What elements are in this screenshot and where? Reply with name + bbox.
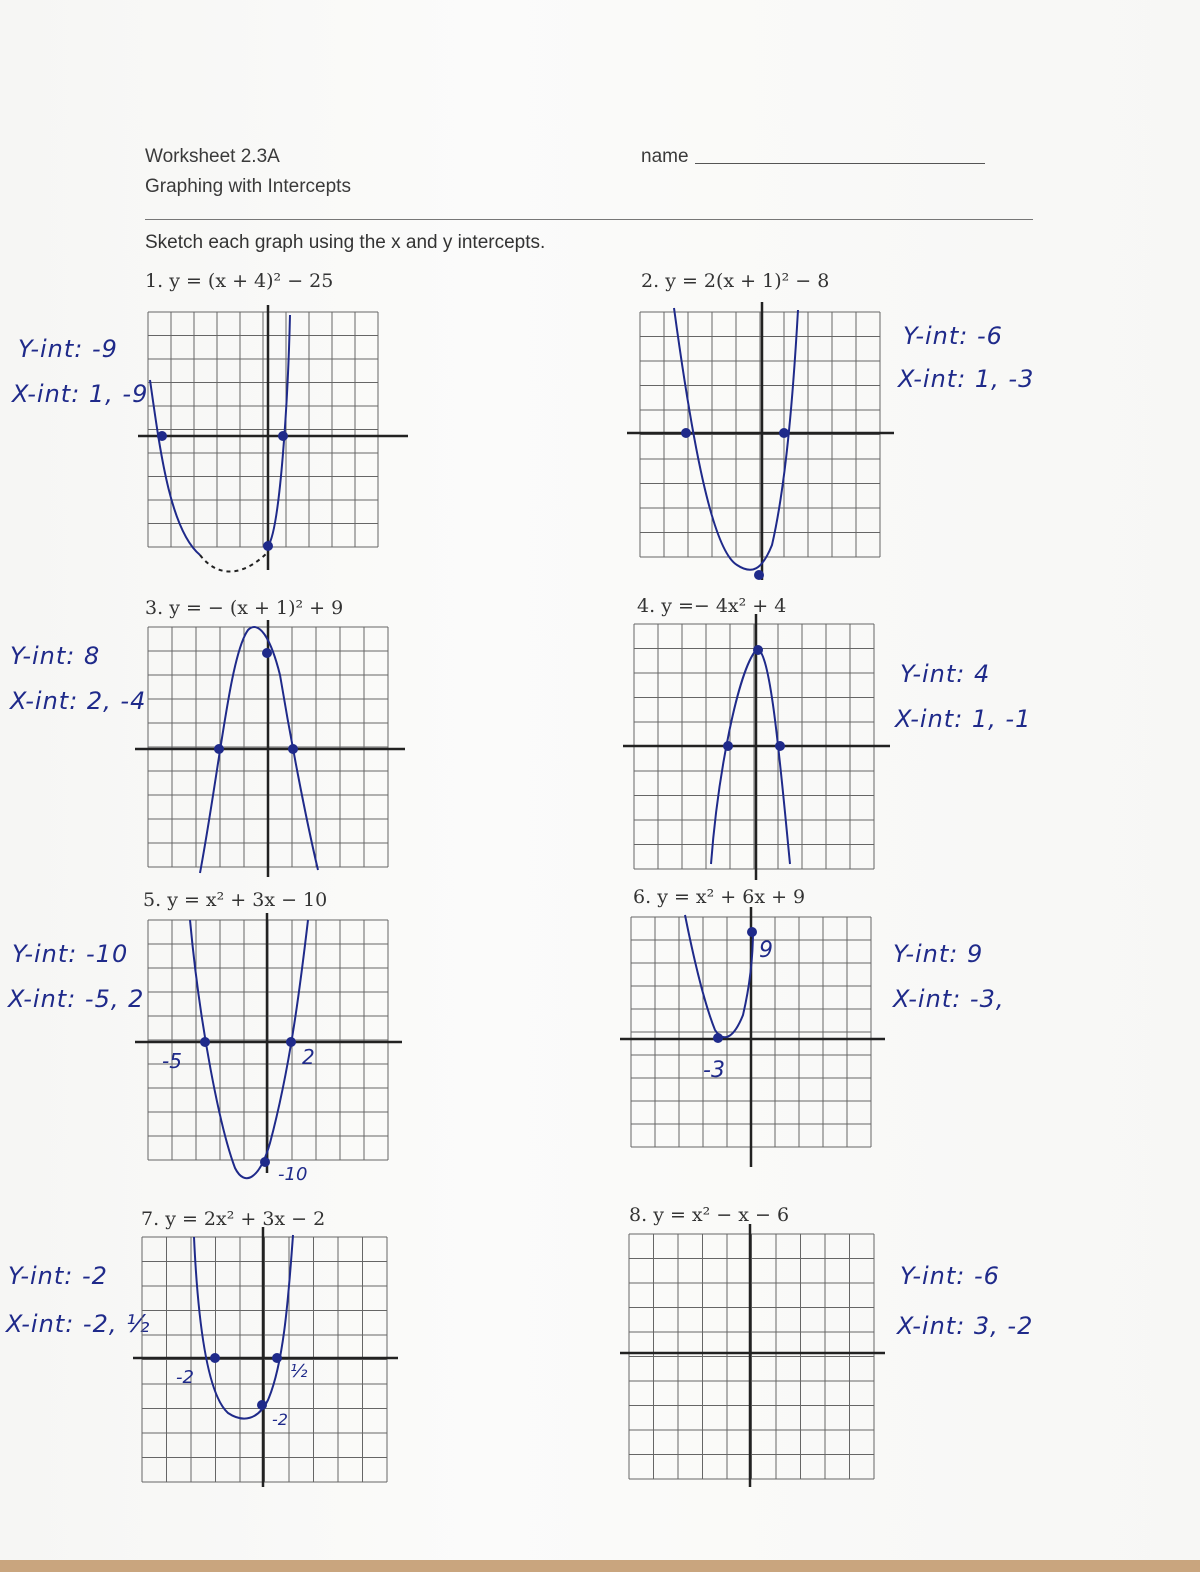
problem-1-y-intercept: Y-int: -9	[18, 335, 118, 363]
problem-3-y-intercept: Y-int: 8	[10, 642, 101, 670]
problem-2-x-intercepts: X-int: 1, -3	[898, 365, 1035, 393]
y-intercept-point	[263, 541, 273, 551]
graph-8	[615, 1222, 895, 1492]
parabola-curve	[190, 920, 308, 1178]
name-line[interactable]	[695, 163, 985, 164]
worksheet-subtitle: Graphing with Intercepts	[145, 176, 351, 197]
graph-6	[615, 905, 895, 1170]
x-intercept-point	[775, 741, 785, 751]
problem-6-y-intercept: Y-int: 9	[893, 940, 984, 968]
problem-2-y-intercept: Y-int: -6	[903, 322, 1003, 350]
x-intercept-point	[288, 744, 298, 754]
x-intercept-label-right: 2	[302, 1045, 315, 1069]
instructions: Sketch each graph using the x and y intercepts.	[145, 232, 546, 253]
x-intercept-point	[278, 431, 288, 441]
x-intercept-label: -3	[703, 1058, 725, 1083]
problem-8-y-intercept: Y-int: -6	[900, 1262, 1000, 1290]
problem-3-x-intercepts: X-int: 2, -4	[10, 687, 147, 715]
name-label: name	[641, 146, 689, 167]
problem-2-equation: 2. y = 2(x + 1)² − 8	[641, 270, 830, 292]
y-intercept-point	[754, 570, 764, 580]
grid-lines	[142, 1237, 387, 1482]
y-intercept-point	[257, 1400, 267, 1410]
problem-7-equation: 7. y = 2x² + 3x − 2	[141, 1208, 326, 1230]
y-intercept-point	[260, 1157, 270, 1167]
header-divider	[145, 219, 1033, 220]
y-intercept-label: -2	[272, 1410, 288, 1429]
problem-5-x-intercepts: X-int: -5, 2	[8, 985, 145, 1013]
graph-3	[130, 615, 420, 885]
graph-5	[130, 908, 420, 1183]
x-intercept-point	[713, 1033, 723, 1043]
x-intercept-label-right: ½	[290, 1361, 308, 1382]
grid-lines	[640, 312, 880, 557]
graph-7	[128, 1225, 408, 1495]
problem-7-y-intercept: Y-int: -2	[8, 1262, 108, 1290]
x-intercept-label-left: -5	[162, 1049, 182, 1073]
x-intercept-point	[286, 1037, 296, 1047]
parabola-curve	[685, 915, 753, 1037]
problem-6-x-intercepts: X-int: -3,	[893, 985, 1005, 1013]
graph-4	[618, 612, 898, 887]
parabola-dashed	[200, 552, 268, 572]
x-intercept-point	[200, 1037, 210, 1047]
x-intercept-point	[681, 428, 691, 438]
y-intercept-label: -10	[278, 1164, 308, 1183]
problem-4-y-intercept: Y-int: 4	[900, 660, 991, 688]
problem-1-equation: 1. y = (x + 4)² − 25	[145, 270, 334, 292]
problem-8-x-intercepts: X-int: 3, -2	[897, 1312, 1034, 1340]
worksheet-title: Worksheet 2.3A	[145, 146, 280, 167]
problem-6-equation: 6. y = x² + 6x + 9	[633, 886, 806, 908]
x-intercept-point	[210, 1353, 220, 1363]
graph-1	[130, 300, 420, 580]
x-intercept-point	[214, 744, 224, 754]
y-intercept-label: 9	[759, 938, 773, 963]
problem-7-x-intercepts: X-int: -2, ½	[6, 1310, 151, 1338]
grid-lines	[148, 312, 378, 547]
problem-4-x-intercepts: X-int: 1, -1	[895, 705, 1032, 733]
y-intercept-point	[753, 645, 763, 655]
problem-8-equation: 8. y = x² − x − 6	[629, 1204, 790, 1226]
problem-5-equation: 5. y = x² + 3x − 10	[143, 889, 328, 911]
table-edge	[0, 1560, 1200, 1572]
x-intercept-label-left: -2	[176, 1367, 194, 1388]
x-intercept-point	[779, 428, 789, 438]
problem-4-equation: 4. y =− 4x² + 4	[637, 595, 787, 617]
problem-3-equation: 3. y = − (x + 1)² + 9	[145, 597, 344, 619]
problem-1-x-intercepts: X-int: 1, -9	[12, 380, 149, 408]
graph-2	[622, 300, 902, 590]
parabola-curve	[194, 1235, 293, 1419]
grid-lines	[629, 1234, 874, 1479]
x-intercept-point	[723, 741, 733, 751]
x-intercept-point	[272, 1353, 282, 1363]
y-intercept-point	[262, 648, 272, 658]
problem-5-y-intercept: Y-int: -10	[12, 940, 129, 968]
x-intercept-point	[157, 431, 167, 441]
y-intercept-point	[747, 927, 757, 937]
